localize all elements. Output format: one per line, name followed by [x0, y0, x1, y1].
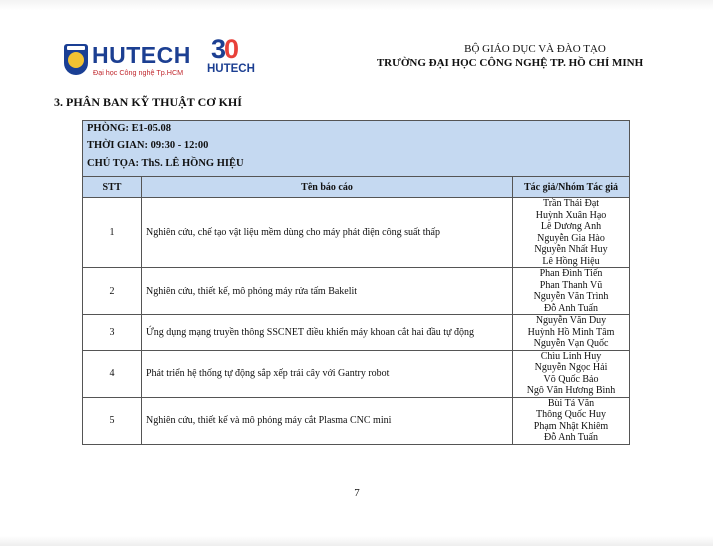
- logo-subtitle: Đại học Công nghệ Tp.HCM: [93, 68, 184, 77]
- row-stt: 5: [83, 397, 142, 444]
- hutech-logo: [64, 43, 194, 79]
- row-authors: [513, 268, 630, 315]
- author-name: Phan Thanh Vũ: [539, 279, 603, 291]
- report-table: [82, 176, 630, 445]
- table-row: [83, 198, 630, 268]
- table-row: [83, 268, 630, 315]
- table-row: [83, 397, 630, 444]
- row-title: Nghiên cứu, chế tạo vật liệu mềm dùng cho máy phát điện công suất thấp: [142, 198, 513, 268]
- author-name: Ngô Văn Hương Bình: [526, 385, 616, 396]
- shield-icon: [64, 44, 88, 75]
- header-authors: Tác giả/Nhóm Tác giả: [513, 177, 630, 198]
- author-name: Võ Quốc Bảo: [543, 373, 599, 385]
- author-name: Đỗ Anh Tuấn: [544, 432, 598, 443]
- session-info: [82, 120, 630, 177]
- ministry-name: BỘ GIÁO DỤC VÀ ĐÀO TẠO: [464, 43, 606, 55]
- page-number: 7: [354, 487, 360, 499]
- session-chair: CHỦ TỌA: ThS. LÊ HỒNG HIỆU: [87, 158, 244, 169]
- author-name: Chìu Linh Huy: [540, 350, 602, 362]
- session-time: THỜI GIAN: 09:30 - 12:00: [87, 140, 209, 151]
- author-name: Thông Quốc Huy: [536, 409, 606, 420]
- anniversary-number: 30: [211, 34, 238, 64]
- session-room: PHÒNG: E1-05.08: [87, 123, 171, 134]
- row-authors: [513, 315, 630, 351]
- header-stt: STT: [83, 177, 142, 198]
- header-title: Tên báo cáo: [142, 177, 513, 198]
- author-name: Bùi Tá Văn: [547, 397, 595, 409]
- row-title: Phát triển hệ thống tự động sắp xếp trái cây với Gantry robot: [142, 350, 513, 397]
- author-name: Lê Hồng Hiệu: [542, 255, 600, 267]
- row-title: Nghiên cứu, thiết kế, mô phỏng máy rửa tấm Bakelit: [142, 268, 513, 315]
- row-title: Nghiên cứu, thiết kế và mô phỏng máy cắt Plasma CNC mini: [142, 397, 513, 444]
- table-row: [83, 350, 630, 397]
- author-name: Đỗ Anh Tuấn: [544, 302, 598, 314]
- author-name: Lê Dương Anh: [540, 221, 602, 232]
- row-stt: 3: [83, 315, 142, 351]
- author-name: Phan Đình Tiến: [539, 268, 603, 279]
- logo-text: HUTECH: [92, 42, 191, 68]
- author-name: Nguyễn Gia Hào: [537, 232, 605, 244]
- table-header-row: [83, 177, 630, 198]
- section-title: 3. PHÂN BAN KỸ THUẬT CƠ KHÍ: [54, 95, 242, 109]
- row-authors: [513, 397, 630, 444]
- author-name: Nguyễn Văn Duy: [535, 315, 607, 326]
- row-authors: [513, 198, 630, 268]
- row-authors: [513, 350, 630, 397]
- row-title: Ứng dụng mạng truyền thông SSCNET điều khiển máy khoan cắt hai đầu tự động: [142, 315, 513, 351]
- anniversary-logo: [207, 34, 263, 80]
- author-name: Nguyễn Nhất Huy: [534, 244, 608, 255]
- row-stt: 2: [83, 268, 142, 315]
- row-stt: 4: [83, 350, 142, 397]
- author-name: Huỳnh Xuân Hạo: [535, 209, 607, 221]
- author-name: Phạm Nhật Khiêm: [533, 420, 609, 432]
- author-name: Nguyễn Văn Trình: [533, 291, 609, 302]
- author-name: Trần Thái Đạt: [542, 198, 600, 209]
- author-name: Nguyễn Vạn Quốc: [533, 338, 609, 349]
- table-row: [83, 315, 630, 351]
- anniversary-text: HUTECH: [207, 63, 255, 75]
- row-stt: 1: [83, 198, 142, 268]
- author-name: Nguyễn Ngọc Hải: [534, 362, 608, 373]
- university-name: TRƯỜNG ĐẠI HỌC CÔNG NGHỆ TP. HỒ CHÍ MINH: [376, 57, 644, 69]
- author-name: Huỳnh Hồ Minh Tâm: [527, 326, 615, 338]
